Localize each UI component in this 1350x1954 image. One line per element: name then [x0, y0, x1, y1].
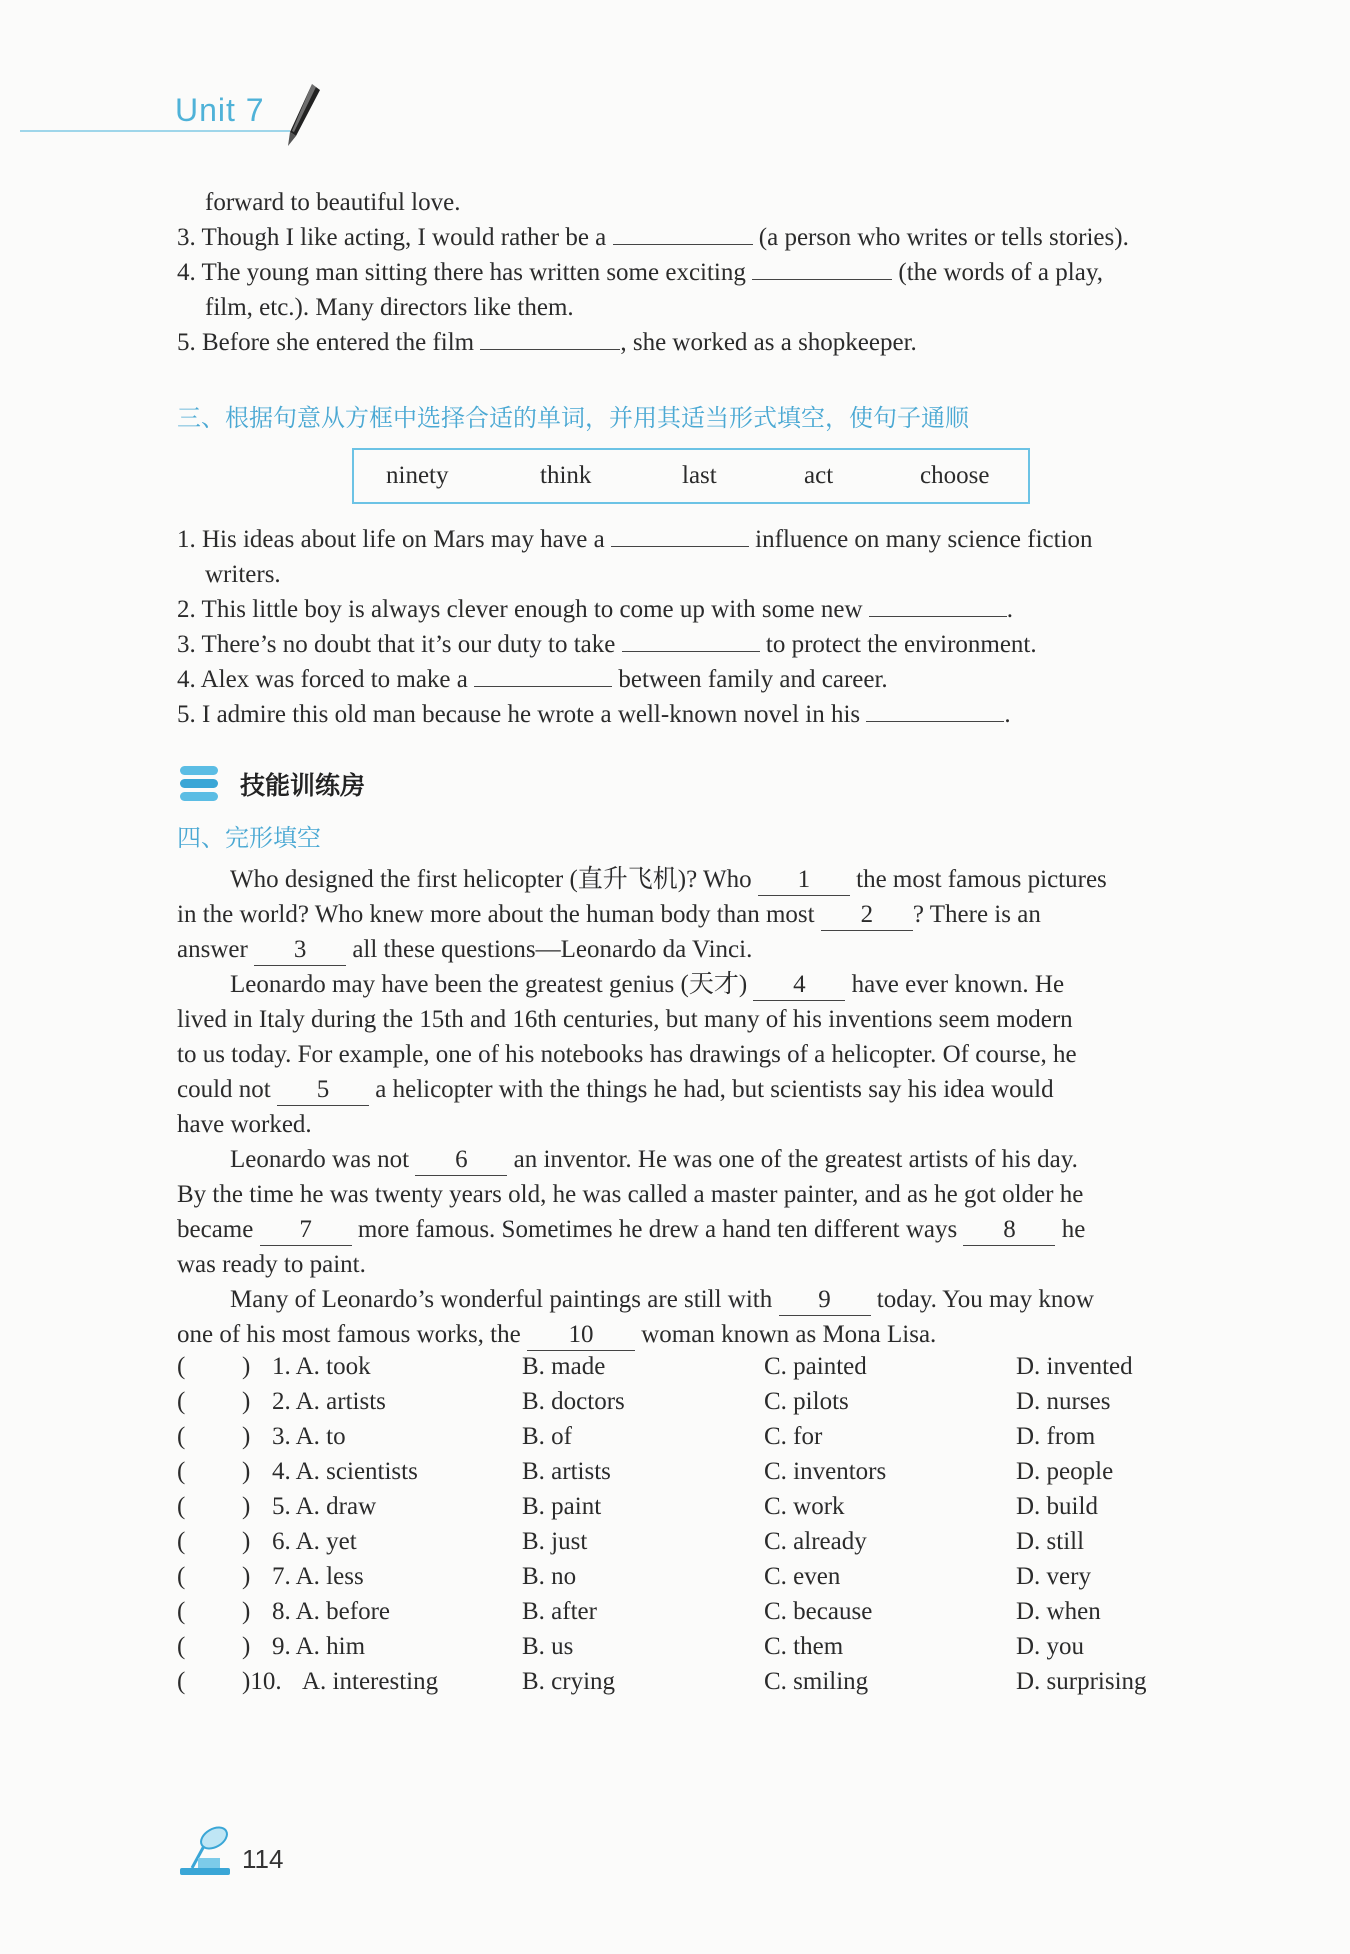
answer-paren-close: ) — [242, 1458, 251, 1485]
cloze-blank-9[interactable]: 9 — [779, 1285, 871, 1316]
answer-paren-close: ) — [242, 1563, 251, 1590]
cloze-text: the most famous pictures — [856, 866, 1107, 893]
cloze-blank-1[interactable]: 1 — [758, 865, 850, 896]
p3-s1-text: 1. His ideas about life on Mars may have a — [177, 526, 605, 553]
p3-s4-text: 4. Alex was forced to make a — [177, 666, 468, 693]
option-a[interactable]: 1. A. took — [272, 1353, 371, 1380]
cloze-line-4 — [230, 967, 1064, 1002]
p3-s1 — [177, 522, 1093, 557]
cloze-line-10: By the time he was twenty years old, he was called a master painter, and as he got older he — [177, 1181, 1084, 1208]
cloze-line-9 — [230, 1142, 1078, 1177]
option-b[interactable]: B. of — [522, 1423, 572, 1450]
cloze-text: became — [177, 1216, 254, 1243]
cloze-line-12: was ready to paint. — [177, 1251, 366, 1278]
p2-q5-text: 5. Before she entered the film — [177, 329, 475, 356]
option-d[interactable]: D. when — [1016, 1598, 1101, 1625]
answer-paren-close: ) — [242, 1423, 251, 1450]
option-c[interactable]: C. smiling — [764, 1668, 869, 1695]
option-c[interactable]: C. pilots — [764, 1388, 849, 1415]
answer-paren-open[interactable]: ( — [177, 1353, 186, 1380]
answer-paren-close: ) — [242, 1528, 251, 1555]
skills-badge-icon — [178, 762, 220, 804]
cloze-blank-8[interactable]: 8 — [963, 1215, 1055, 1246]
option-a[interactable]: 7. A. less — [272, 1563, 364, 1590]
cloze-line-7 — [177, 1072, 1054, 1107]
cloze-text: ? There is an — [912, 901, 1041, 928]
option-a[interactable]: 3. A. to — [272, 1423, 346, 1450]
cloze-text: a helicopter with the things he had, but scientists say his idea would — [375, 1076, 1054, 1103]
option-d[interactable]: D. people — [1016, 1458, 1114, 1485]
cloze-blank-4[interactable]: 4 — [753, 970, 845, 1001]
option-b[interactable]: B. artists — [522, 1458, 611, 1485]
option-c[interactable]: C. because — [764, 1598, 873, 1625]
p2-line-3 — [177, 255, 1103, 290]
p3-s2 — [177, 592, 1013, 627]
p2-line-5 — [177, 325, 917, 360]
option-d[interactable]: D. surprising — [1016, 1668, 1147, 1695]
answer-paren-close: ) — [242, 1353, 251, 1380]
answer-paren-close: ) — [242, 1598, 251, 1625]
cloze-text: Many of Leonardo’s wonderful paintings are still with — [230, 1286, 773, 1313]
cloze-line-14 — [177, 1317, 936, 1352]
option-c[interactable]: C. inventors — [764, 1458, 887, 1485]
cloze-text: have ever known. He — [851, 971, 1065, 998]
answer-paren-close: )10. — [242, 1668, 282, 1695]
cloze-text: today. You may know — [876, 1286, 1094, 1313]
unit-title: Unit 7 — [175, 92, 265, 128]
cloze-blank-6[interactable]: 6 — [415, 1145, 507, 1176]
p2-q4-blank[interactable] — [752, 255, 892, 280]
option-b[interactable]: B. made — [522, 1353, 606, 1380]
p3-s4 — [177, 662, 888, 697]
p3-s3-text: 3. There’s no doubt that it’s our duty to take — [177, 631, 616, 658]
cloze-blank-10[interactable]: 10 — [527, 1320, 635, 1351]
answer-paren-open[interactable]: ( — [177, 1493, 186, 1520]
option-a[interactable]: 5. A. draw — [272, 1493, 377, 1520]
option-c[interactable]: C. even — [764, 1563, 841, 1590]
p2-line-2 — [177, 220, 1129, 255]
answer-paren-open[interactable]: ( — [177, 1633, 186, 1660]
option-b[interactable]: B. paint — [522, 1493, 602, 1520]
option-d[interactable]: D. nurses — [1016, 1388, 1111, 1415]
answer-paren-open[interactable]: ( — [177, 1563, 186, 1590]
answer-paren-close: ) — [242, 1633, 251, 1660]
p2-q5-post: , she worked as a shopkeeper. — [620, 329, 917, 356]
p3-s1-post: influence on many science fiction — [755, 526, 1093, 553]
answer-paren-open[interactable]: ( — [177, 1388, 186, 1415]
cloze-line-1 — [230, 862, 1107, 897]
p2-q3-hint: (a person who writes or tells stories). — [758, 224, 1129, 251]
cloze-text: Leonardo may have been the greatest genius (天才) — [230, 971, 748, 998]
cloze-text: Who designed the first helicopter (直升飞机)? Who — [230, 866, 752, 893]
cloze-line-11 — [177, 1212, 1085, 1247]
word-last: last — [682, 462, 717, 489]
option-b[interactable]: B. just — [522, 1528, 588, 1555]
word-think: think — [540, 462, 592, 489]
cloze-text: an inventor. He was one of the greatest artists of his day. — [513, 1146, 1078, 1173]
answer-paren-open[interactable]: ( — [177, 1423, 186, 1450]
p3-s1-blank[interactable] — [611, 522, 749, 547]
cloze-text: answer — [177, 936, 248, 963]
cloze-text: one of his most famous works, the — [177, 1321, 521, 1348]
option-d[interactable]: D. build — [1016, 1493, 1098, 1520]
option-c[interactable]: C. painted — [764, 1353, 867, 1380]
option-b[interactable]: B. crying — [522, 1668, 616, 1695]
part4-title: 四、完形填空 — [177, 824, 321, 852]
cloze-blank-5[interactable]: 5 — [277, 1075, 369, 1106]
cloze-blank-7[interactable]: 7 — [260, 1215, 352, 1246]
cloze-line-2 — [177, 897, 1041, 932]
answer-paren-open[interactable]: ( — [177, 1528, 186, 1555]
p2-q5-blank[interactable] — [480, 325, 620, 350]
cloze-blank-3[interactable]: 3 — [254, 935, 346, 966]
option-c[interactable]: C. work — [764, 1493, 845, 1520]
cloze-line-13 — [230, 1282, 1094, 1317]
p3-s3 — [177, 627, 1037, 662]
cloze-line-8: have worked. — [177, 1111, 312, 1138]
p3-s4-blank[interactable] — [474, 662, 612, 687]
cloze-blank-2[interactable]: 2 — [821, 900, 913, 931]
p2-q3-text: 3. Though I like acting, I would rather be a — [177, 224, 607, 251]
option-c[interactable]: C. already — [764, 1528, 867, 1555]
p2-q3-blank[interactable] — [613, 220, 753, 245]
header-rule — [20, 130, 290, 132]
skills-title: 技能训练房 — [240, 771, 366, 800]
pen-icon — [282, 82, 322, 148]
option-a[interactable]: A. interesting — [302, 1668, 439, 1695]
cloze-text: he — [1061, 1216, 1086, 1243]
cloze-text: could not — [177, 1076, 271, 1103]
cloze-text: woman known as Mona Lisa. — [641, 1321, 937, 1348]
p2-line-1: forward to beautiful love. — [205, 189, 461, 216]
answer-paren-open[interactable]: ( — [177, 1458, 186, 1485]
word-choose: choose — [920, 462, 990, 489]
desk-lamp-icon — [176, 1820, 236, 1880]
option-b[interactable]: B. after — [522, 1598, 597, 1625]
option-a[interactable]: 9. A. him — [272, 1633, 366, 1660]
answer-paren-open[interactable]: ( — [177, 1668, 186, 1695]
answer-paren-close: ) — [242, 1493, 251, 1520]
option-d[interactable]: D. from — [1016, 1423, 1096, 1450]
word-ninety: ninety — [386, 462, 449, 489]
answer-paren-close: ) — [242, 1388, 251, 1415]
cloze-text: Leonardo was not — [230, 1146, 410, 1173]
option-c[interactable]: C. for — [764, 1423, 823, 1450]
cloze-text: more famous. Sometimes he drew a hand ten different ways — [357, 1216, 958, 1243]
word-box — [352, 448, 1030, 504]
p3-s3-post: to protect the environment. — [765, 631, 1037, 658]
p3-s2-blank[interactable] — [869, 592, 1007, 617]
p3-s4-post: between family and career. — [618, 666, 888, 693]
p2-q4-text: 4. The young man sitting there has written some exciting — [177, 259, 746, 286]
cloze-line-6: to us today. For example, one of his notebooks has drawings of a helicopter. Of course, he — [177, 1041, 1077, 1068]
option-d[interactable]: D. very — [1016, 1563, 1091, 1590]
page-number: 114 — [242, 1844, 284, 1874]
p3-s5-text: 5. I admire this old man because he wrote a well-known novel in his — [177, 701, 861, 728]
answer-paren-open[interactable]: ( — [177, 1598, 186, 1625]
option-a[interactable]: 8. A. before — [272, 1598, 391, 1625]
option-d[interactable]: D. invented — [1016, 1353, 1133, 1380]
word-act: act — [804, 462, 834, 489]
cloze-text: all these questions—Leonardo da Vinci. — [352, 936, 753, 963]
cloze-text: in the world? Who knew more about the human body than most — [177, 901, 815, 928]
cloze-line-5: lived in Italy during the 15th and 16th centuries, but many of his inventions seem modern — [177, 1006, 1073, 1033]
cloze-line-3 — [177, 932, 752, 967]
p3-s5-post: . — [1004, 701, 1011, 728]
option-a[interactable]: 2. A. artists — [272, 1388, 386, 1415]
option-a[interactable]: 4. A. scientists — [272, 1458, 418, 1485]
p3-s5 — [177, 697, 1011, 732]
option-d[interactable]: D. still — [1016, 1528, 1085, 1555]
option-a[interactable]: 6. A. yet — [272, 1528, 357, 1555]
option-c[interactable]: C. them — [764, 1633, 844, 1660]
option-b[interactable]: B. no — [522, 1563, 577, 1590]
p3-s5-blank[interactable] — [866, 697, 1004, 722]
p2-q4-hint: (the words of a play, — [898, 259, 1103, 286]
option-b[interactable]: B. doctors — [522, 1388, 625, 1415]
option-d[interactable]: D. you — [1016, 1633, 1085, 1660]
p3-s2-text: 2. This little boy is always clever enough to come up with some new — [177, 596, 863, 623]
option-b[interactable]: B. us — [522, 1633, 574, 1660]
part3-title: 三、根据句意从方框中选择合适的单词，并用其适当形式填空，使句子通顺 — [177, 404, 969, 432]
p3-s2-post: . — [1006, 596, 1014, 623]
p2-line-4: film, etc.). Many directors like them. — [205, 294, 574, 321]
p3-s1-cont: writers. — [205, 561, 281, 588]
p3-s3-blank[interactable] — [622, 627, 760, 652]
